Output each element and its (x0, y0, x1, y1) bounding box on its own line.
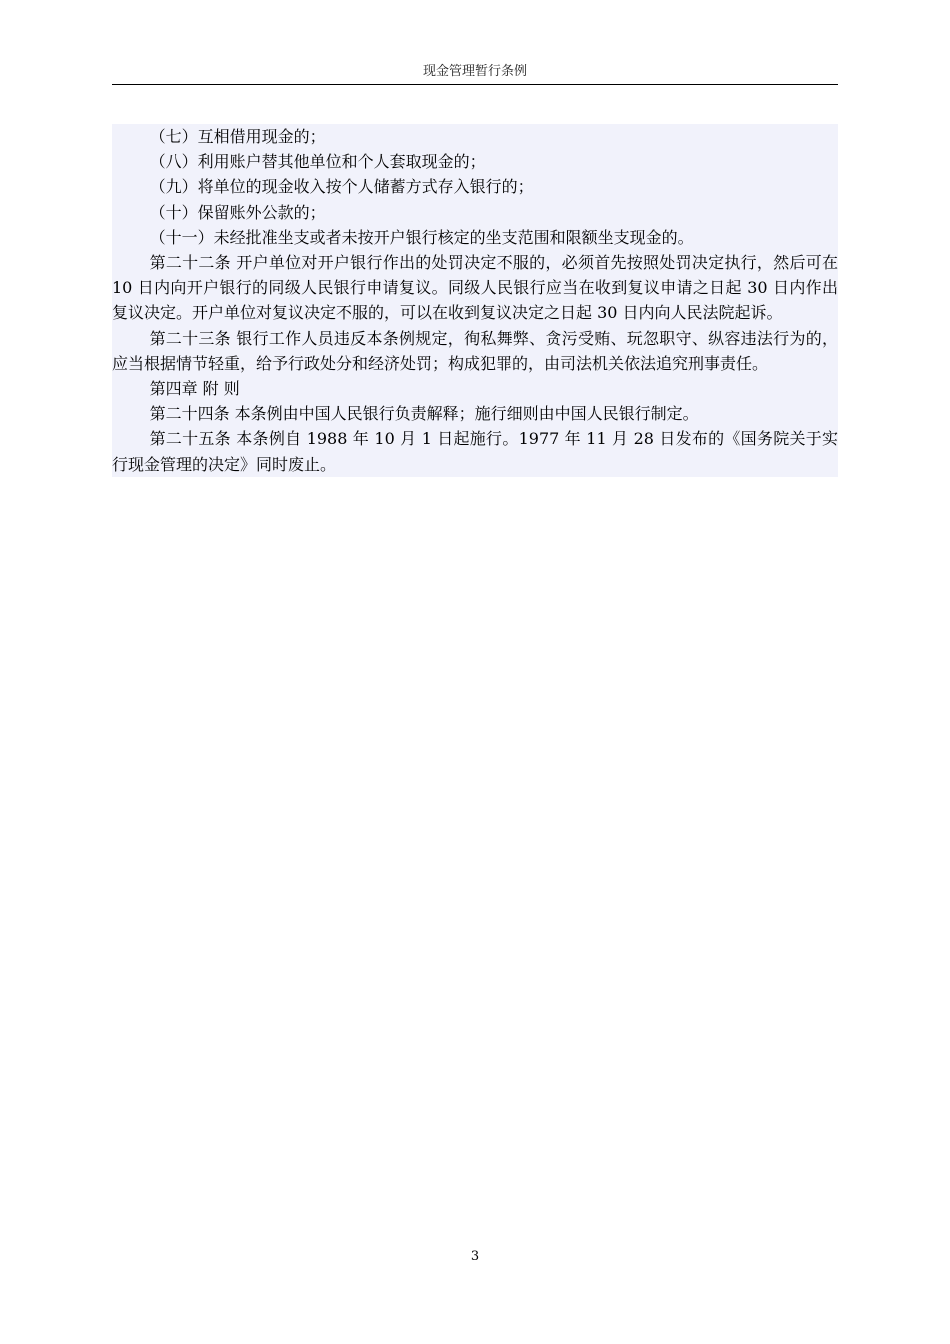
clause-item-10: （十）保留账外公款的； (149, 202, 326, 222)
clause-item-9: （九）将单位的现金收入按个人储蓄方式存入银行的； (149, 177, 534, 197)
clause-item-7: （七）互相借用现金的； (149, 127, 326, 146)
article-22: 第二十二条 开户单位对开户银行作出的处罚决定不服的，必须首先按照处罚决定执行，然后可在 10 日内向开户银行的同级人民银行申请复议。同级人民银行应当在收到复议申请之日起 30 日内作出复议决定。开户单位对复议决定不服的，可以在收到复议决定之日起 30 日内向人民法院起诉。 (112, 253, 838, 323)
article-25: 第二十五条 本条例自 1988 年 10 月 1 日起施行。1977 年 11 月 28 日发布的《国务院关于实行现金管理的决定》同时废止。 (112, 429, 838, 474)
article-23: 第二十三条 银行工作人员违反本条例规定，徇私舞弊、贪污受贿、玩忽职守、纵容违法行为的，应当根据情节轻重，给予行政处分和经济处罚；构成犯罪的，由司法机关依法追究刑事责任。 (112, 328, 838, 373)
page-number: 3 (470, 1249, 480, 1264)
document-body (112, 124, 838, 477)
chapter-heading: 第四章 附 则 (149, 379, 240, 399)
header-divider (112, 84, 838, 85)
running-header: 现金管理暂行条例 (422, 64, 527, 79)
clause-item-8: （八）利用账户替其他单位和个人套取现金的； (149, 152, 486, 172)
article-24: 第二十四条 本条例由中国人民银行负责解释；施行细则由中国人民银行制定。 (149, 404, 699, 424)
clause-item-11: （十一）未经批准坐支或者未按开户银行核定的坐支范围和限额坐支现金的。 (149, 227, 694, 247)
